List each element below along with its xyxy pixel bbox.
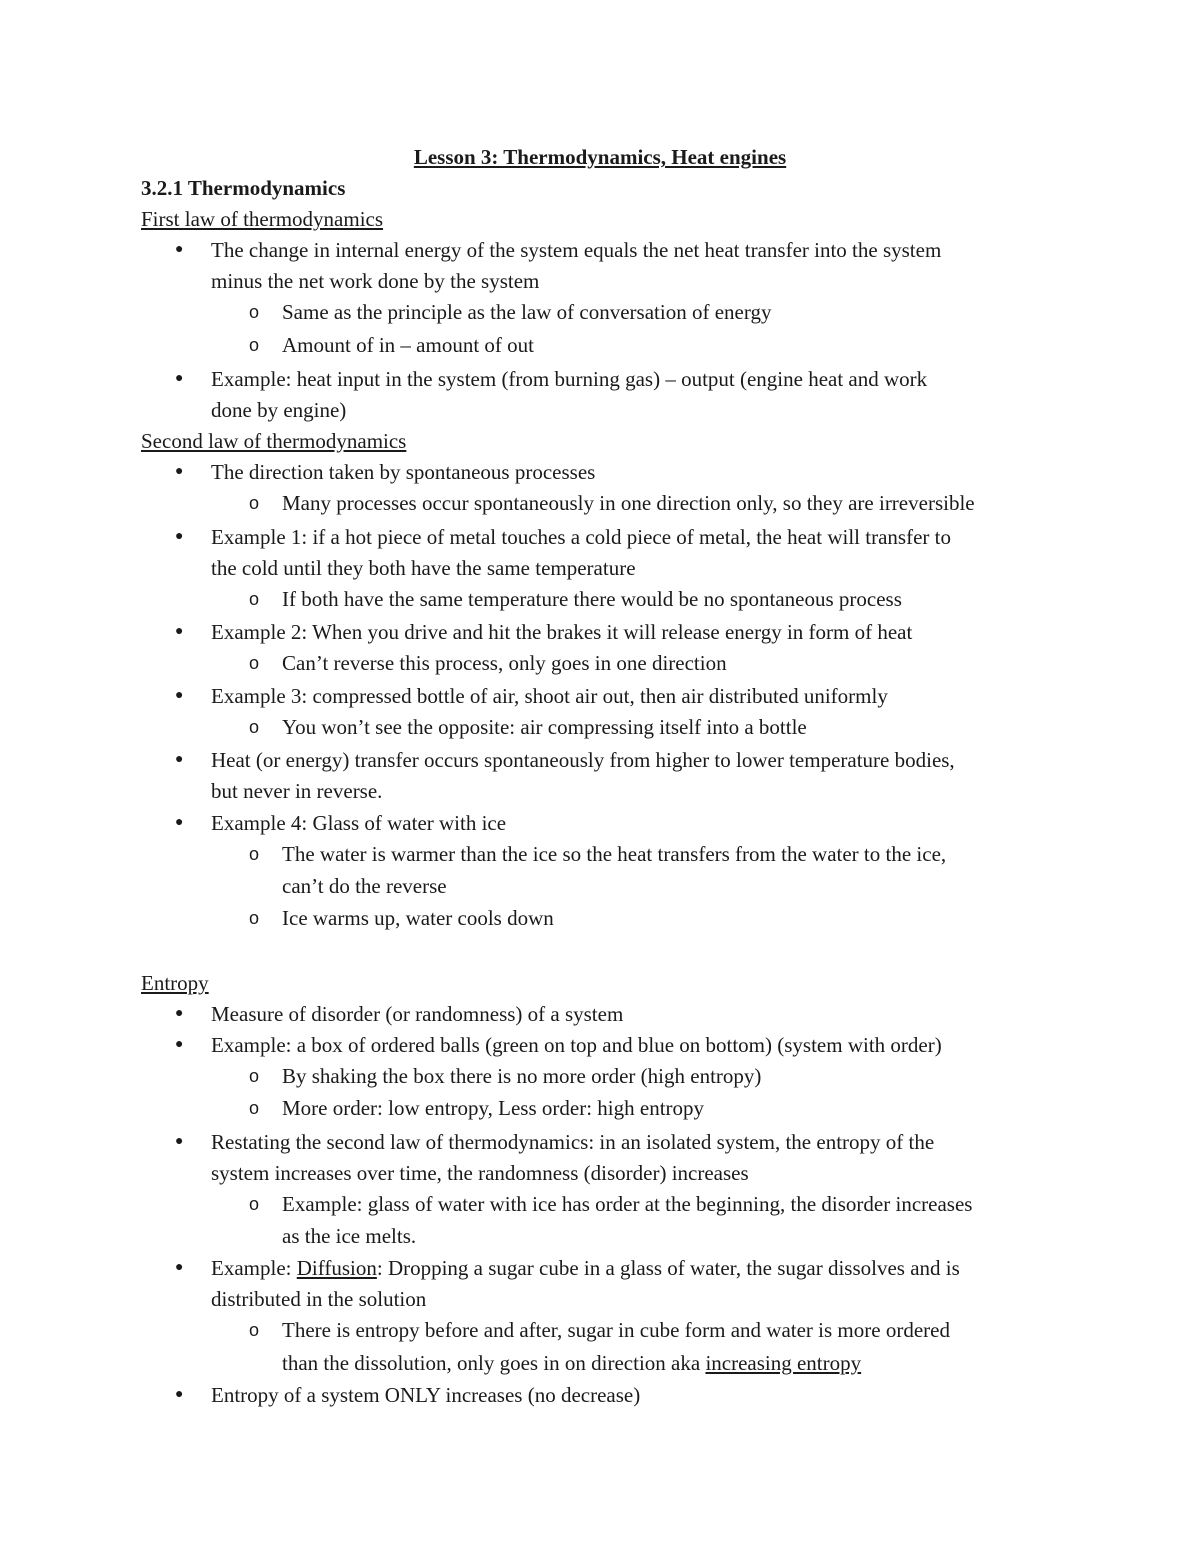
list-item-continuation: distributed in the solution bbox=[211, 1287, 427, 1311]
list-item: Example 4: Glass of water with ice bbox=[211, 811, 507, 835]
sub-bullet-marker: o bbox=[249, 653, 260, 673]
list-item: The direction taken by spontaneous processes bbox=[211, 460, 596, 484]
section-heading: 3.2.1 Thermodynamics bbox=[141, 176, 346, 200]
bullet-marker: ● bbox=[175, 1260, 184, 1275]
bullet-marker: ● bbox=[175, 371, 184, 386]
list-item: Example 2: When you drive and hit the brakes it will release energy in form of heat bbox=[211, 620, 913, 644]
sub-bullet-marker: o bbox=[249, 1320, 260, 1340]
bullet-marker: ● bbox=[175, 624, 184, 639]
sub-list-item: Many processes occur spontaneously in one direction only, so they are irreversible bbox=[282, 491, 975, 515]
text-run: Example: bbox=[211, 1256, 297, 1280]
sub-list-item: Ice warms up, water cools down bbox=[282, 906, 554, 930]
sub-bullet-marker: o bbox=[249, 844, 260, 864]
sub-bullet-marker: o bbox=[249, 1066, 260, 1086]
sub-bullet-marker: o bbox=[249, 1098, 260, 1118]
bullet-marker: ● bbox=[175, 1387, 184, 1402]
sub-list-item: Example: glass of water with ice has order at the beginning, the disorder increases bbox=[282, 1192, 973, 1216]
bullet-marker: ● bbox=[175, 1037, 184, 1052]
sub-bullet-marker: o bbox=[249, 717, 260, 737]
page-title: Lesson 3: Thermodynamics, Heat engines bbox=[413, 145, 787, 169]
list-item: Measure of disorder (or randomness) of a system bbox=[211, 1002, 624, 1026]
list-item: Heat (or energy) transfer occurs spontaneously from higher to lower temperature bodies, bbox=[211, 748, 955, 772]
sub-list-item: There is entropy before and after, sugar in cube form and water is more ordered bbox=[282, 1318, 950, 1342]
sub-list-item: Same as the principle as the law of conversation of energy bbox=[282, 300, 772, 324]
bullet-marker: ● bbox=[175, 752, 184, 767]
list-item: Entropy of a system ONLY increases (no decrease) bbox=[211, 1383, 641, 1407]
increasing-entropy-term: increasing entropy bbox=[705, 1351, 862, 1375]
text-run: : Dropping a sugar cube in a glass of water, the sugar dissolves and is bbox=[376, 1256, 960, 1280]
list-item: The change in internal energy of the system equals the net heat transfer into the system bbox=[211, 238, 942, 262]
bullet-marker: ● bbox=[175, 688, 184, 703]
bullet-marker: ● bbox=[175, 464, 184, 479]
list-item-continuation: done by engine) bbox=[211, 398, 347, 422]
list-item bbox=[211, 1254, 960, 1282]
sub-bullet-marker: o bbox=[249, 493, 260, 513]
bullet-marker: ● bbox=[175, 1134, 184, 1149]
sub-list-item: The water is warmer than the ice so the heat transfers from the water to the ice, bbox=[282, 842, 947, 866]
list-item: Restating the second law of thermodynamics: in an isolated system, the entropy of the bbox=[211, 1130, 935, 1154]
sub-list-item-continuation: as the ice melts. bbox=[282, 1224, 417, 1248]
entropy-heading: Entropy bbox=[141, 971, 209, 995]
list-item: Example 3: compressed bottle of air, shoot air out, then air distributed uniformly bbox=[211, 684, 888, 708]
text-run: than the dissolution, only goes in on direction aka bbox=[282, 1351, 706, 1375]
first-law-heading: First law of thermodynamics bbox=[141, 207, 384, 231]
sub-bullet-marker: o bbox=[249, 589, 260, 609]
sub-list-item-continuation bbox=[282, 1349, 861, 1377]
sub-list-item: You won’t see the opposite: air compressing itself into a bottle bbox=[282, 715, 807, 739]
diffusion-term: Diffusion bbox=[296, 1256, 377, 1280]
list-item-continuation: minus the net work done by the system bbox=[211, 269, 540, 293]
sub-bullet-marker: o bbox=[249, 335, 260, 355]
bullet-marker: ● bbox=[175, 242, 184, 257]
bullet-marker: ● bbox=[175, 529, 184, 544]
list-item-continuation: the cold until they both have the same temperature bbox=[211, 556, 636, 580]
sub-list-item: More order: low entropy, Less order: high entropy bbox=[282, 1096, 705, 1120]
sub-bullet-marker: o bbox=[249, 302, 260, 322]
sub-list-item: Amount of in – amount of out bbox=[282, 333, 534, 357]
list-item-continuation: but never in reverse. bbox=[211, 779, 383, 803]
sub-bullet-marker: o bbox=[249, 1194, 260, 1214]
sub-list-item: If both have the same temperature there would be no spontaneous process bbox=[282, 587, 902, 611]
list-item: Example: a box of ordered balls (green on top and blue on bottom) (system with order) bbox=[211, 1033, 942, 1057]
sub-list-item-continuation: can’t do the reverse bbox=[282, 874, 447, 898]
bullet-marker: ● bbox=[175, 1006, 184, 1021]
second-law-heading: Second law of thermodynamics bbox=[141, 429, 407, 453]
list-item: Example 1: if a hot piece of metal touches a cold piece of metal, the heat will transfer to bbox=[211, 525, 951, 549]
sub-list-item: Can’t reverse this process, only goes in one direction bbox=[282, 651, 727, 675]
list-item-continuation: system increases over time, the randomness (disorder) increases bbox=[211, 1161, 749, 1185]
sub-bullet-marker: o bbox=[249, 908, 260, 928]
sub-list-item: By shaking the box there is no more order (high entropy) bbox=[282, 1064, 762, 1088]
list-item: Example: heat input in the system (from burning gas) – output (engine heat and work bbox=[211, 367, 928, 391]
bullet-marker: ● bbox=[175, 815, 184, 830]
